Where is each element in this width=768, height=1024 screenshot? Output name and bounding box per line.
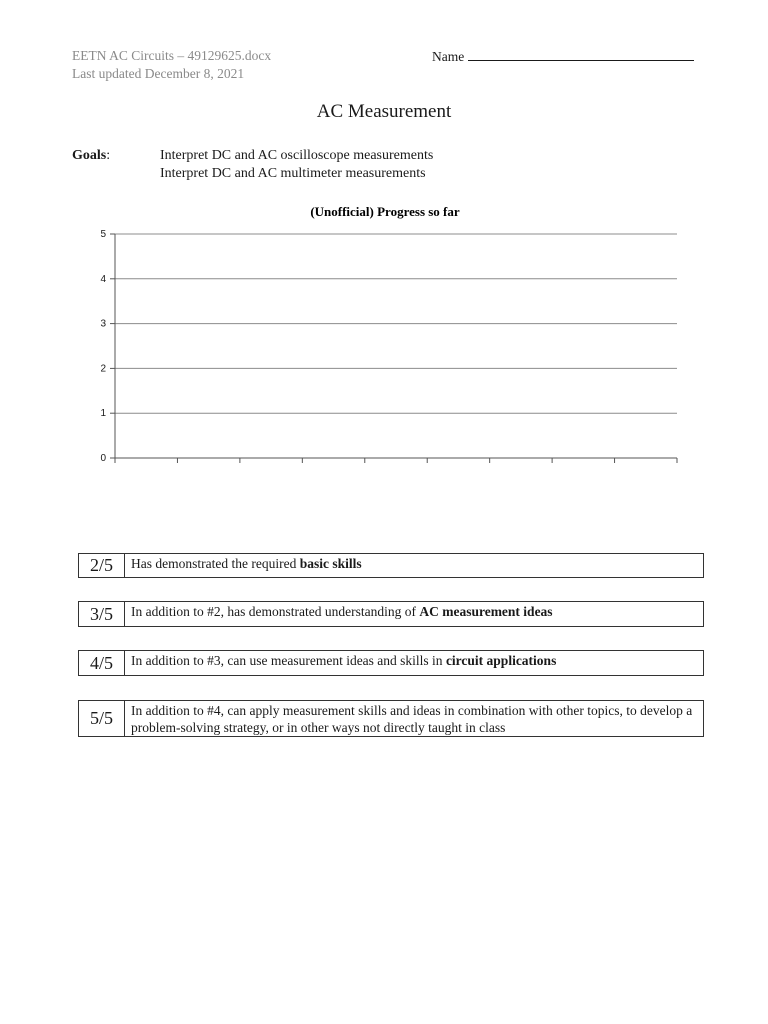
page-title: AC Measurement bbox=[316, 101, 452, 122]
rubric-description bbox=[125, 554, 368, 577]
chart-y-tick-labels bbox=[100, 229, 106, 464]
progress-chart bbox=[0, 0, 768, 480]
goals-colon: : bbox=[106, 148, 111, 163]
rubric-emphasis: circuit applications bbox=[445, 653, 557, 668]
rubric-row bbox=[78, 650, 704, 676]
rubric-text: In addition to #2, has demonstrated understanding of bbox=[131, 604, 420, 619]
chart-gridlines bbox=[110, 234, 677, 458]
rubric-score: 4/5 bbox=[79, 651, 125, 675]
name-label: Name bbox=[432, 49, 465, 64]
y-tick-label: 2 bbox=[100, 363, 106, 375]
rubric-text: Has demonstrated the required bbox=[131, 556, 300, 571]
y-tick-label: 3 bbox=[100, 318, 106, 330]
rubric-emphasis: AC measurement ideas bbox=[419, 604, 553, 619]
y-tick-label: 0 bbox=[100, 453, 106, 464]
goal-item: Interpret DC and AC oscilloscope measurements bbox=[160, 148, 434, 163]
y-tick-label: 4 bbox=[100, 273, 106, 285]
rubric-text: In addition to #3, can use measurement ideas and skills in bbox=[131, 653, 446, 668]
chart-x-ticks bbox=[115, 458, 677, 463]
rubric-description bbox=[125, 651, 562, 675]
rubric-score: 2/5 bbox=[79, 554, 125, 577]
y-tick-label: 5 bbox=[100, 229, 106, 240]
rubric-description bbox=[125, 602, 559, 626]
chart-title: (Unofficial) Progress so far bbox=[310, 204, 460, 219]
rubric-text: In addition to #4, can apply measurement skills and ideas in combination with other topics, to develop a problem-solving strategy, or in other ways not directly taught in class bbox=[131, 703, 693, 735]
document-filename: EETN AC Circuits – 49129625.docx bbox=[72, 48, 272, 63]
goal-item: Interpret DC and AC multimeter measurements bbox=[160, 166, 426, 181]
rubric-row bbox=[78, 700, 704, 737]
rubric-row bbox=[78, 601, 704, 627]
rubric-emphasis: basic skills bbox=[299, 556, 362, 571]
rubric-description bbox=[125, 701, 703, 736]
rubric-row bbox=[78, 553, 704, 578]
last-updated-date: Last updated December 8, 2021 bbox=[72, 66, 245, 81]
y-tick-label: 1 bbox=[100, 408, 106, 420]
goals-label: Goals bbox=[72, 148, 107, 163]
rubric-score: 3/5 bbox=[79, 602, 125, 626]
rubric-score: 5/5 bbox=[79, 701, 125, 736]
